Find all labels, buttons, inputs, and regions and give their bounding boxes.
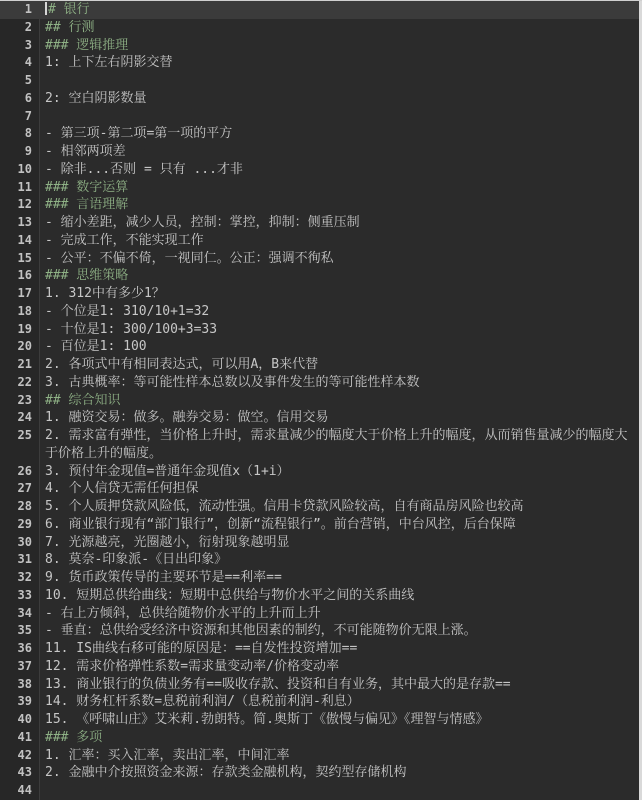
line-text[interactable]: 1. 汇率：买入汇率，卖出汇率，中间汇率 xyxy=(45,747,290,763)
window-top-border xyxy=(0,0,642,1)
editor-line[interactable] xyxy=(0,125,639,143)
editor-line[interactable] xyxy=(0,72,639,90)
line-text[interactable] xyxy=(40,72,639,90)
line-number: 35 xyxy=(0,622,40,640)
editor-line[interactable] xyxy=(0,498,639,516)
line-text[interactable]: - 第三项-第二项=第一项的平方 xyxy=(45,126,233,142)
editor-line[interactable] xyxy=(0,303,639,321)
line-number: 7 xyxy=(0,108,40,126)
line-text[interactable]: 1. 312中有多少1？ xyxy=(45,286,165,301)
line-number: 12 xyxy=(0,196,40,214)
line-text[interactable]: 8. 莫奈-印象派-《日出印象》 xyxy=(45,552,228,568)
line-number: 6 xyxy=(0,90,40,108)
line-text[interactable]: 2. 需求富有弹性，当价格上升时，需求量减少的幅度大于价格上升的幅度，从而销售量减少的幅度大于价格上升的幅度。 xyxy=(45,428,628,461)
line-text[interactable] xyxy=(40,108,639,126)
line-number: 32 xyxy=(0,569,40,587)
line-number: 8 xyxy=(0,125,40,143)
line-text[interactable]: 6. 商业银行现有“部门银行”，创新“流程银行”。前台营销，中台风控，后台保障 xyxy=(45,516,516,532)
editor-line[interactable] xyxy=(0,37,639,55)
editor-line[interactable] xyxy=(0,711,639,729)
line-text[interactable]: - 完成工作，不能实现工作 xyxy=(45,232,204,248)
line-text[interactable]: 13. 商业银行的负债业务有==吸收存款、投资和自有业务，其中最大的是存款== xyxy=(45,676,511,692)
editor-line[interactable] xyxy=(0,569,639,587)
editor-line[interactable] xyxy=(0,764,639,782)
editor-line[interactable] xyxy=(0,143,639,161)
editor-line[interactable] xyxy=(0,1,639,19)
editor-line[interactable] xyxy=(0,658,639,676)
line-text[interactable]: - 缩小差距，减少人员，控制：掌控，抑制：侧重压制 xyxy=(45,215,360,230)
editor-line[interactable] xyxy=(0,427,639,463)
editor-line[interactable] xyxy=(0,640,639,658)
editor-line[interactable] xyxy=(0,338,639,356)
line-text[interactable]: - 十位是1: 300/100+3=33 xyxy=(45,321,218,337)
line-text[interactable]: 11. IS曲线右移可能的原因是：==自发性投资增加== xyxy=(45,641,358,656)
line-text[interactable]: 3. 预付年金现值=普通年金现值x（1+i） xyxy=(45,463,290,479)
line-text[interactable]: 1. 融资交易：做多。融券交易：做空。信用交易 xyxy=(45,410,329,426)
editor-line[interactable] xyxy=(0,551,639,569)
editor-line[interactable] xyxy=(0,356,639,374)
line-number: 34 xyxy=(0,605,40,623)
editor-line[interactable] xyxy=(0,516,639,534)
line-text[interactable] xyxy=(40,782,639,800)
editor-line[interactable] xyxy=(0,463,639,481)
editor-line[interactable] xyxy=(0,729,639,747)
line-text[interactable]: ## 综合知识 xyxy=(45,392,121,408)
editor-line[interactable] xyxy=(0,676,639,694)
editor-line[interactable] xyxy=(0,54,639,72)
line-number: 2 xyxy=(0,19,40,37)
line-text[interactable]: 2: 空白阴影数量 xyxy=(45,90,147,106)
line-text[interactable]: 14. 财务杠杆系数=息税前利润/（息税前利润-利息） xyxy=(45,694,360,710)
line-text[interactable]: 3. 古典概率：等可能性样本总数以及事件发生的等可能性样本数 xyxy=(45,374,420,390)
editor-line[interactable] xyxy=(0,196,639,214)
editor-line[interactable] xyxy=(0,161,639,179)
editor-line[interactable] xyxy=(0,108,639,126)
line-text[interactable] xyxy=(40,1,639,19)
line-text[interactable]: - 右上方倾斜，总供给随物价水平的上升而上升 xyxy=(45,605,321,621)
line-number: 13 xyxy=(0,214,40,232)
line-number: 42 xyxy=(0,747,40,765)
editor-line[interactable] xyxy=(0,622,639,640)
line-number: 10 xyxy=(0,161,40,179)
editor-line[interactable] xyxy=(0,374,639,392)
editor-line[interactable] xyxy=(0,19,639,37)
editor-line[interactable] xyxy=(0,267,639,285)
editor-line[interactable] xyxy=(0,782,639,800)
line-text[interactable]: ### 多项 xyxy=(45,729,103,745)
editor-line[interactable] xyxy=(0,480,639,498)
line-text[interactable]: 7. 光源越亮，光圈越小，衍射现象越明显 xyxy=(45,534,290,550)
line-number: 39 xyxy=(0,693,40,711)
editor-lines[interactable] xyxy=(0,1,639,800)
line-number: 37 xyxy=(0,658,40,676)
editor-line[interactable] xyxy=(0,214,639,232)
line-number: 36 xyxy=(0,640,40,658)
line-text[interactable]: - 垂直：总供给受经济中资源和其他因素的制约，不可能随物价无限上涨。 xyxy=(45,623,477,639)
line-text[interactable]: - 百位是1: 100 xyxy=(45,339,147,355)
line-text[interactable]: 9. 货币政策传导的主要环节是==利率== xyxy=(45,570,282,585)
text-cursor xyxy=(45,2,47,15)
editor-line[interactable] xyxy=(0,605,639,623)
editor-line[interactable] xyxy=(0,587,639,605)
line-number: 5 xyxy=(0,72,40,90)
line-text[interactable]: 2. 金融中介按照资金来源：存款类金融机构，契约型存储机构 xyxy=(45,765,407,781)
line-text[interactable]: - 公平：不偏不倚，一视同仁。公正：强调不徇私 xyxy=(45,250,334,266)
line-number: 44 xyxy=(0,782,40,800)
line-text[interactable]: ### 逻辑推理 xyxy=(45,37,129,53)
line-number: 22 xyxy=(0,374,40,392)
line-number: 16 xyxy=(0,267,40,285)
line-number: 9 xyxy=(0,143,40,161)
line-number: 27 xyxy=(0,480,40,498)
line-number: 38 xyxy=(0,676,40,694)
line-text-content: # 银行 xyxy=(48,2,90,17)
line-number: 3 xyxy=(0,37,40,55)
line-number: 29 xyxy=(0,516,40,534)
line-text[interactable]: - 相邻两项差 xyxy=(45,144,126,159)
line-text[interactable]: 15. 《呼啸山庄》艾米莉.勃朗特。简.奥斯丁《傲慢与偏见》《理智与情感》 xyxy=(45,712,489,727)
editor-line[interactable] xyxy=(0,285,639,303)
line-text[interactable]: 5. 个人质押贷款风险低，流动性强。信用卡贷款风险较高，自有商品房风险也较高 xyxy=(45,499,524,514)
line-number: 23 xyxy=(0,392,40,410)
line-number: 4 xyxy=(0,54,40,72)
line-number: 28 xyxy=(0,498,40,516)
line-number: 1 xyxy=(0,1,40,19)
line-number: 30 xyxy=(0,534,40,552)
line-number: 17 xyxy=(0,285,40,303)
line-text[interactable]: 10. 短期总供给曲线：短期中总供给与物价水平之间的关系曲线 xyxy=(45,587,415,603)
editor-line[interactable] xyxy=(0,392,639,410)
line-number: 43 xyxy=(0,764,40,782)
line-text[interactable]: - 除非...否则 = 只有 ...才非 xyxy=(45,161,243,177)
editor-line[interactable] xyxy=(0,693,639,711)
line-text[interactable]: ### 言语理解 xyxy=(45,197,129,213)
editor-line[interactable] xyxy=(0,409,639,427)
line-number: 40 xyxy=(0,711,40,729)
line-number: 20 xyxy=(0,338,40,356)
editor-line[interactable] xyxy=(0,321,639,339)
line-number: 33 xyxy=(0,587,40,605)
line-number: 19 xyxy=(0,321,40,339)
line-text[interactable]: 2. 各项式中有相同表达式，可以用A，B来代替 xyxy=(45,357,319,372)
line-text[interactable]: ### 数字运算 xyxy=(45,179,129,195)
line-text[interactable]: ### 思维策略 xyxy=(45,268,129,284)
line-number: 14 xyxy=(0,232,40,250)
editor-line[interactable] xyxy=(0,232,639,250)
editor-line[interactable] xyxy=(0,90,639,108)
editor-line[interactable] xyxy=(0,747,639,765)
line-number: 31 xyxy=(0,551,40,569)
editor-line[interactable] xyxy=(0,250,639,268)
line-number: 41 xyxy=(0,729,40,747)
editor-line[interactable] xyxy=(0,534,639,552)
line-text[interactable]: 1: 上下左右阴影交替 xyxy=(45,55,173,71)
line-text[interactable]: 12. 需求价格弹性系数=需求量变动率/价格变动率 xyxy=(45,658,339,674)
line-text[interactable]: 4. 个人信贷无需任何担保 xyxy=(45,481,199,497)
line-text[interactable]: ## 行测 xyxy=(45,19,95,35)
line-number: 26 xyxy=(0,463,40,481)
line-number: 24 xyxy=(0,409,40,427)
line-number: 25 xyxy=(0,427,40,463)
editor-line[interactable] xyxy=(0,179,639,197)
line-number: 11 xyxy=(0,179,40,197)
line-number: 21 xyxy=(0,356,40,374)
line-number: 18 xyxy=(0,303,40,321)
line-number: 15 xyxy=(0,250,40,268)
line-text[interactable]: - 个位是1: 310/10+1=32 xyxy=(45,303,210,319)
